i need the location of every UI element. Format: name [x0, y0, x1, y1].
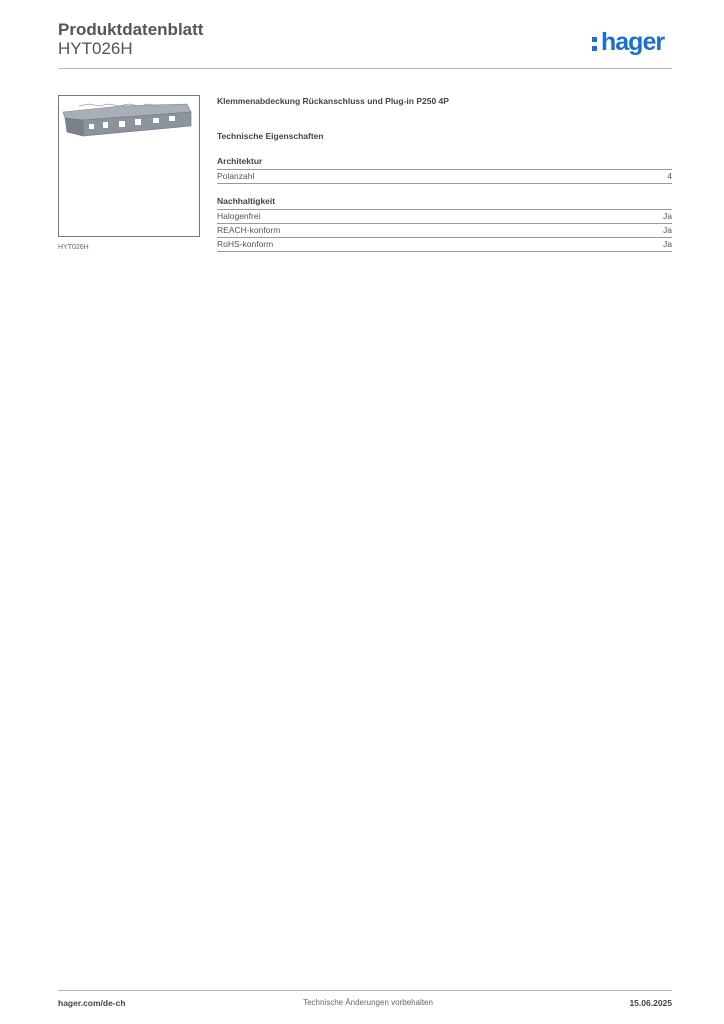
product-name: Klemmenabdeckung Rückanschluss und Plug-in P250 4P — [217, 96, 449, 106]
hager-logo — [592, 27, 676, 57]
footer-divider — [58, 990, 672, 991]
row-value: 4 — [667, 171, 672, 181]
row-value: Ja — [663, 239, 672, 249]
footer-date: 15.06.2025 — [629, 998, 672, 1008]
row-label: Halogenfrei — [217, 211, 261, 221]
row-label: REACH-konform — [217, 225, 281, 235]
page-title: Produktdatenblatt — [58, 20, 204, 39]
group-sustainability — [217, 196, 672, 252]
terminal-cover-illustration — [59, 96, 199, 236]
logo-colon-icon — [592, 37, 597, 53]
row-label: Polanzahl — [217, 171, 255, 181]
table-row — [217, 210, 672, 224]
row-value: Ja — [663, 225, 672, 235]
group-title: Architektur — [217, 156, 672, 170]
header-divider — [58, 68, 672, 69]
product-code: HYT026H — [58, 39, 133, 58]
image-caption: HYT026H — [58, 244, 89, 251]
table-row — [217, 224, 672, 238]
table-row — [217, 238, 672, 252]
footer-website: hager.com/de-ch — [58, 998, 126, 1008]
technical-properties-heading: Technische Eigenschaften — [217, 131, 324, 141]
footer-disclaimer: Technische Änderungen vorbehalten — [303, 998, 433, 1007]
group-title: Nachhaltigkeit — [217, 196, 672, 210]
table-row — [217, 170, 672, 184]
group-architecture — [217, 156, 672, 184]
logo-text: hager — [601, 28, 665, 56]
product-image — [58, 95, 200, 237]
row-value: Ja — [663, 211, 672, 221]
row-label: RoHS-konform — [217, 239, 274, 249]
